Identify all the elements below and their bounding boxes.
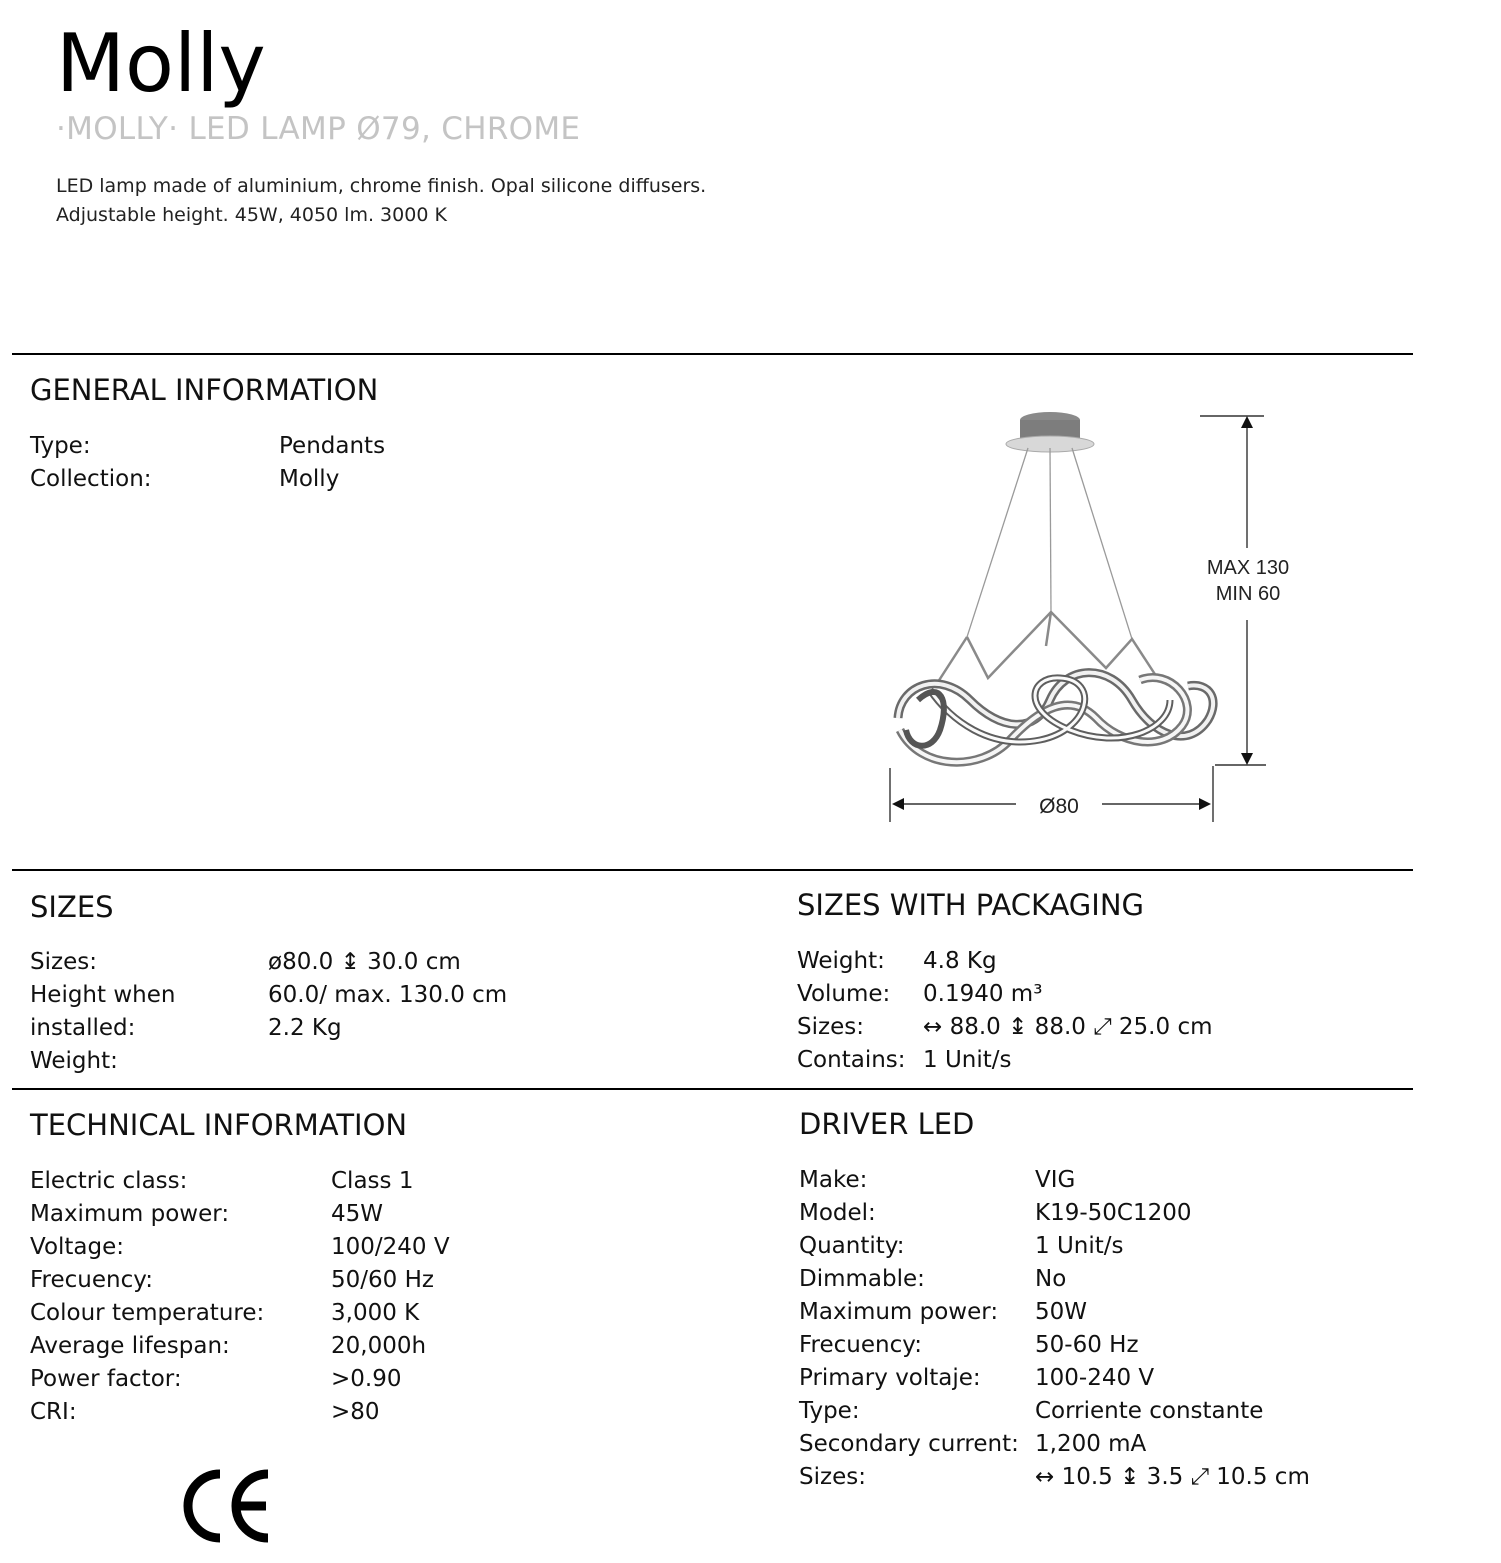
packaging-value: 4.8 Kg xyxy=(923,948,997,974)
divider xyxy=(12,1088,1413,1090)
spec-label: Type: xyxy=(799,1398,860,1424)
spec-value: >0.90 xyxy=(331,1366,402,1392)
sizes-values xyxy=(268,946,507,1045)
spec-label: Maximum power: xyxy=(799,1299,999,1325)
spec-value: Corriente constante xyxy=(1035,1398,1264,1424)
spec-value: 1 Unit/s xyxy=(1035,1233,1124,1259)
lamp-dimension-diagram xyxy=(870,400,1290,840)
spec-label: Maximum power: xyxy=(30,1201,230,1227)
packaging-heading: SIZES WITH PACKAGING xyxy=(797,888,1144,922)
spec-value: 1,200 mA xyxy=(1035,1431,1147,1457)
divider xyxy=(12,869,1413,871)
spec-label: Sizes: xyxy=(799,1464,866,1490)
spec-value: VIG xyxy=(1035,1167,1076,1193)
height-min-label: MIN 60 xyxy=(1215,583,1281,605)
spec-label: Frecuency: xyxy=(30,1267,153,1293)
spec-label: Dimmable: xyxy=(799,1266,925,1292)
info-label: Type: xyxy=(30,433,91,459)
spec-label: Model: xyxy=(799,1200,876,1226)
spec-value: K19-50C1200 xyxy=(1035,1200,1192,1226)
size-label: Weight: xyxy=(30,1048,118,1074)
technical-table xyxy=(30,1165,530,1445)
spec-label: Make: xyxy=(799,1167,868,1193)
packaging-label: Weight: xyxy=(797,948,885,974)
ce-mark-icon xyxy=(178,1466,274,1546)
size-label: Height when xyxy=(30,982,176,1008)
product-subtitle: ·MOLLY· LED LAMP Ø79, CHROME xyxy=(56,111,581,147)
info-value: Molly xyxy=(279,466,340,492)
spec-label: Colour temperature: xyxy=(30,1300,265,1326)
size-value: 2.2 Kg xyxy=(268,1015,342,1041)
spec-value: 100/240 V xyxy=(331,1234,450,1260)
general-heading: GENERAL INFORMATION xyxy=(30,373,379,407)
spec-value: 3,000 K xyxy=(331,1300,420,1326)
spec-label: Primary voltaje: xyxy=(799,1365,981,1391)
spec-value: >80 xyxy=(331,1399,380,1425)
technical-heading: TECHNICAL INFORMATION xyxy=(30,1108,408,1142)
packaging-label: Contains: xyxy=(797,1047,906,1073)
suspension-cables xyxy=(967,448,1132,639)
spec-label: Voltage: xyxy=(30,1234,125,1260)
spec-value: 50-60 Hz xyxy=(1035,1332,1139,1358)
packaging-value: 0.1940 m³ xyxy=(923,981,1043,1007)
lamp-canopy xyxy=(1006,412,1094,452)
spec-value: No xyxy=(1035,1266,1067,1292)
info-label: Collection: xyxy=(30,466,152,492)
spec-value: 45W xyxy=(331,1201,384,1227)
spec-value: 50W xyxy=(1035,1299,1088,1325)
sizes-labels xyxy=(30,946,175,1078)
product-description: LED lamp made of aluminium, chrome finish. Opal silicone diffusers. Adjustable height. 45W, 4050 lm. 3000 K xyxy=(56,175,707,226)
spec-label: Average lifespan: xyxy=(30,1333,230,1359)
packaging-label: Sizes: xyxy=(797,1014,864,1040)
spec-value: 50/60 Hz xyxy=(331,1267,434,1293)
driver-heading: DRIVER LED xyxy=(799,1107,975,1141)
sizes-heading: SIZES xyxy=(30,890,114,924)
packaging-value: 1 Unit/s xyxy=(923,1047,1012,1073)
diameter-label: Ø80 xyxy=(1039,795,1079,818)
spec-value: 20,000h xyxy=(331,1333,427,1359)
size-label: installed: xyxy=(30,1015,136,1041)
spec-label: Secondary current: xyxy=(799,1431,1019,1457)
spec-label: Quantity: xyxy=(799,1233,905,1259)
size-value: 60.0/ max. 130.0 cm xyxy=(268,982,508,1008)
size-label: Sizes: xyxy=(30,949,97,975)
spec-value: ↔ 10.5 ↨ 3.5 ⤢ 10.5 cm xyxy=(1035,1464,1310,1490)
lamp-rings xyxy=(898,673,1213,763)
spec-label: Power factor: xyxy=(30,1366,182,1392)
spec-value: 100-240 V xyxy=(1035,1365,1155,1391)
height-max-label: MAX 130 xyxy=(1206,557,1290,579)
product-title: Molly xyxy=(56,17,266,110)
packaging-label: Volume: xyxy=(797,981,891,1007)
spec-label: Frecuency: xyxy=(799,1332,922,1358)
spec-label: CRI: xyxy=(30,1399,77,1425)
spec-label: Electric class: xyxy=(30,1168,188,1194)
divider xyxy=(12,353,1413,355)
size-value: ø80.0 ↨ 30.0 cm xyxy=(268,949,461,975)
spec-value: Class 1 xyxy=(331,1168,414,1194)
packaging-value: ↔ 88.0 ↨ 88.0 ⤢ 25.0 cm xyxy=(923,1014,1213,1040)
driver-table xyxy=(799,1164,1399,1504)
info-value: Pendants xyxy=(279,433,386,459)
